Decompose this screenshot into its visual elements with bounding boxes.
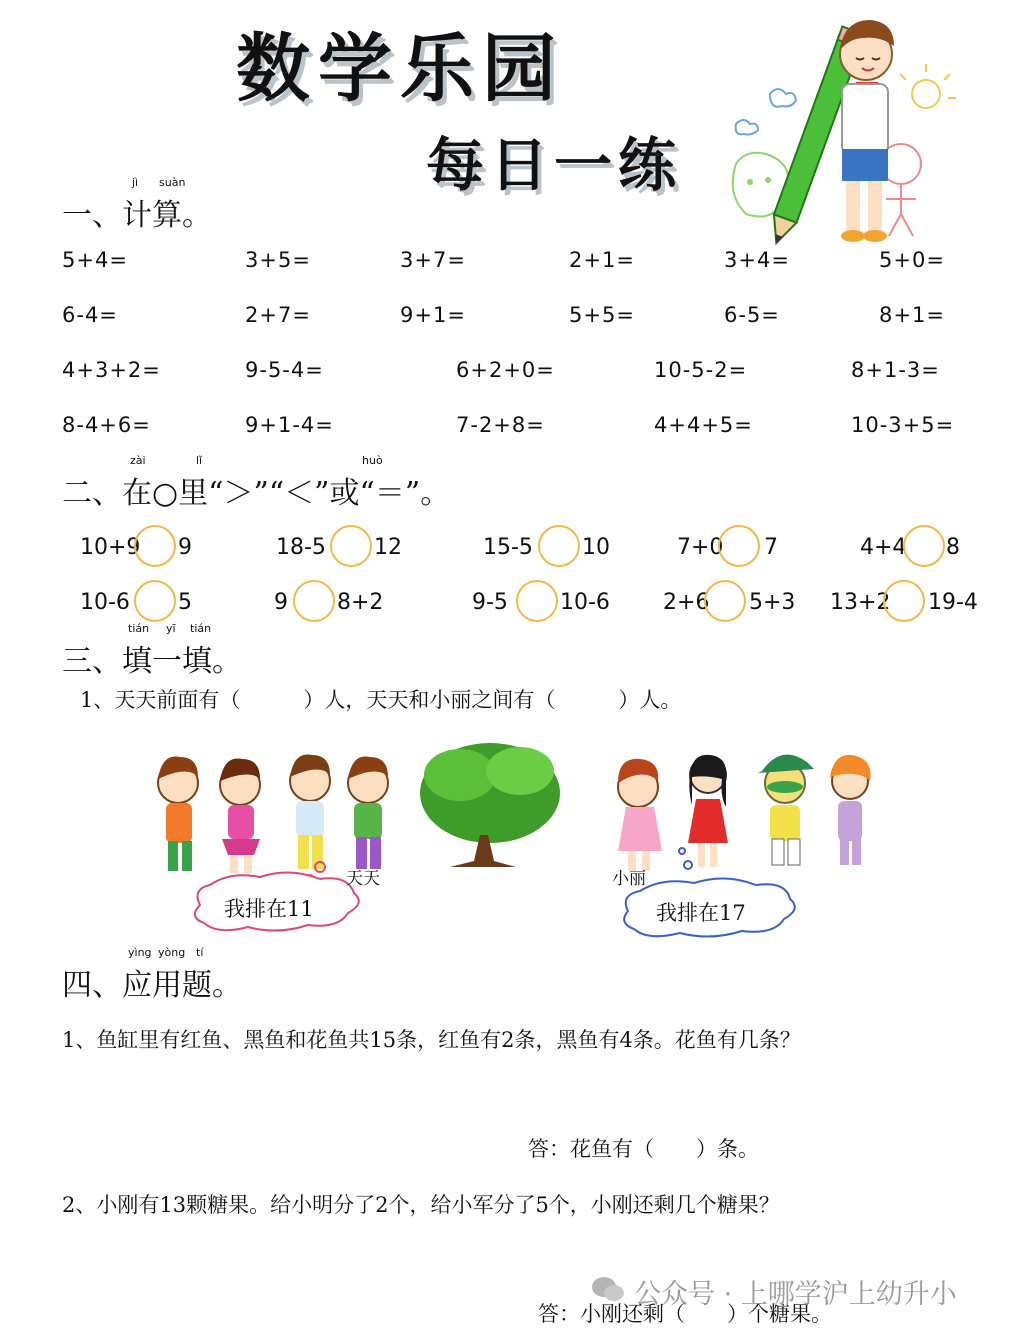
calc-item: 2+1= — [569, 248, 635, 272]
section4-heading — [62, 946, 242, 1004]
section1-label: 一、计算。 — [62, 198, 212, 233]
answer-circle[interactable] — [293, 580, 335, 622]
section3-label: 三、填一填。 — [62, 644, 242, 679]
section2-label: 二、在○里“＞”“＜”或“＝”。 — [62, 476, 451, 511]
calc-item: 3+7= — [400, 248, 466, 272]
compare-left: 15-5 — [483, 535, 533, 560]
calc-item: 6-4= — [62, 303, 118, 327]
pinyin-tian2: tián — [190, 622, 212, 635]
pinyin-ti: tí — [196, 946, 204, 959]
answer-line-2: 答：小刚还剩（ ）个糖果。 — [538, 1302, 832, 1326]
section4-label: 四、应用题。 — [62, 968, 242, 1003]
compare-right: 10 — [582, 535, 610, 560]
pinyin-ying: yìng — [128, 946, 152, 959]
wechat-icon — [590, 1274, 626, 1304]
compare-right: 5 — [178, 590, 192, 615]
calc-item: 3+5= — [245, 248, 311, 272]
answer-circle[interactable] — [516, 580, 558, 622]
compare-right: 9 — [178, 535, 192, 560]
calc-item: 6+2+0= — [456, 358, 555, 382]
label-tiantian: 天天 — [346, 869, 380, 889]
pinyin-li: lǐ — [196, 454, 203, 467]
word-problem-2: 2、小刚有13颗糖果。给小明分了2个，给小军分了5个，小刚还剩几个糖果？ — [62, 1193, 780, 1217]
compare-right: 8 — [946, 535, 960, 560]
boy-with-pencil-illustration — [716, 14, 956, 254]
compare-right: 19-4 — [928, 590, 978, 615]
compare-left: 10-6 — [80, 590, 130, 615]
calc-item: 9+1= — [400, 303, 466, 327]
bubble-left-text: 我排在11 — [224, 897, 314, 921]
calc-item: 4+4+5= — [654, 413, 753, 437]
pinyin-yong: yòng — [158, 946, 186, 959]
calc-item: 6-5= — [724, 303, 780, 327]
word-problem-1: 1、鱼缸里有红鱼、黑鱼和花鱼共15条，红鱼有2条，黑鱼有4条。花鱼有几条？ — [62, 1028, 801, 1052]
page-title: 数学乐园 — [236, 26, 564, 112]
calc-item: 3+4= — [724, 248, 790, 272]
answer-circle[interactable] — [134, 525, 176, 567]
section2-heading — [62, 454, 451, 512]
calc-item: 10-5-2= — [654, 358, 748, 382]
compare-right: 7 — [764, 535, 778, 560]
answer-line-1: 答：花鱼有（ ）条。 — [528, 1137, 759, 1161]
page-subtitle: 每日一练 — [426, 131, 683, 199]
compare-left: 10+9 — [80, 535, 141, 560]
calc-item: 4+3+2= — [62, 358, 161, 382]
compare-left: 18-5 — [276, 535, 326, 560]
answer-circle[interactable] — [134, 580, 176, 622]
calc-item: 8-4+6= — [62, 413, 151, 437]
answer-circle[interactable] — [718, 525, 760, 567]
calc-item: 10-3+5= — [851, 413, 955, 437]
compare-right: 10-6 — [560, 590, 610, 615]
compare-left: 2+6 — [663, 590, 710, 615]
compare-left: 13+2 — [830, 590, 891, 615]
answer-circle[interactable] — [903, 525, 945, 567]
pinyin-ji: jì — [132, 176, 139, 189]
calc-item: 5+4= — [62, 248, 128, 272]
pinyin-zai: zài — [130, 454, 146, 467]
calc-item: 8+1-3= — [851, 358, 940, 382]
fill-question-1: 1、天天前面有（ ）人，天天和小丽之间有（ ）人。 — [80, 688, 682, 712]
answer-circle[interactable] — [330, 525, 372, 567]
calc-item: 9+1-4= — [245, 413, 334, 437]
kid-figure — [158, 756, 198, 871]
pinyin-tian: tián — [128, 622, 150, 635]
calc-item: 5+0= — [879, 248, 945, 272]
section1-heading — [62, 176, 212, 234]
compare-left: 4+4 — [860, 535, 907, 560]
calc-item: 5+5= — [569, 303, 635, 327]
pinyin-yi: yī — [166, 622, 176, 635]
section3-heading — [62, 622, 242, 680]
compare-right: 8+2 — [337, 590, 384, 615]
calc-item: 8+1= — [879, 303, 945, 327]
calc-item: 9-5-4= — [245, 358, 324, 382]
answer-circle[interactable] — [538, 525, 580, 567]
watermark-text: 公众号 · 上哪学沪上幼升小 — [634, 1279, 957, 1310]
compare-right: 12 — [374, 535, 402, 560]
answer-circle[interactable] — [883, 580, 925, 622]
pinyin-suan: suàn — [159, 176, 186, 189]
tree-illustration — [420, 743, 560, 867]
compare-right: 5+3 — [749, 590, 796, 615]
calc-item: 7-2+8= — [456, 413, 545, 437]
compare-left: 9-5 — [472, 590, 508, 615]
pinyin-huo: huò — [362, 454, 383, 467]
label-xiaoli: 小丽 — [612, 869, 646, 889]
calc-item: 2+7= — [245, 303, 311, 327]
bubble-right-text: 我排在17 — [656, 901, 746, 925]
compare-left: 9 — [274, 590, 288, 615]
compare-left: 7+0 — [677, 535, 724, 560]
answer-circle[interactable] — [704, 580, 746, 622]
